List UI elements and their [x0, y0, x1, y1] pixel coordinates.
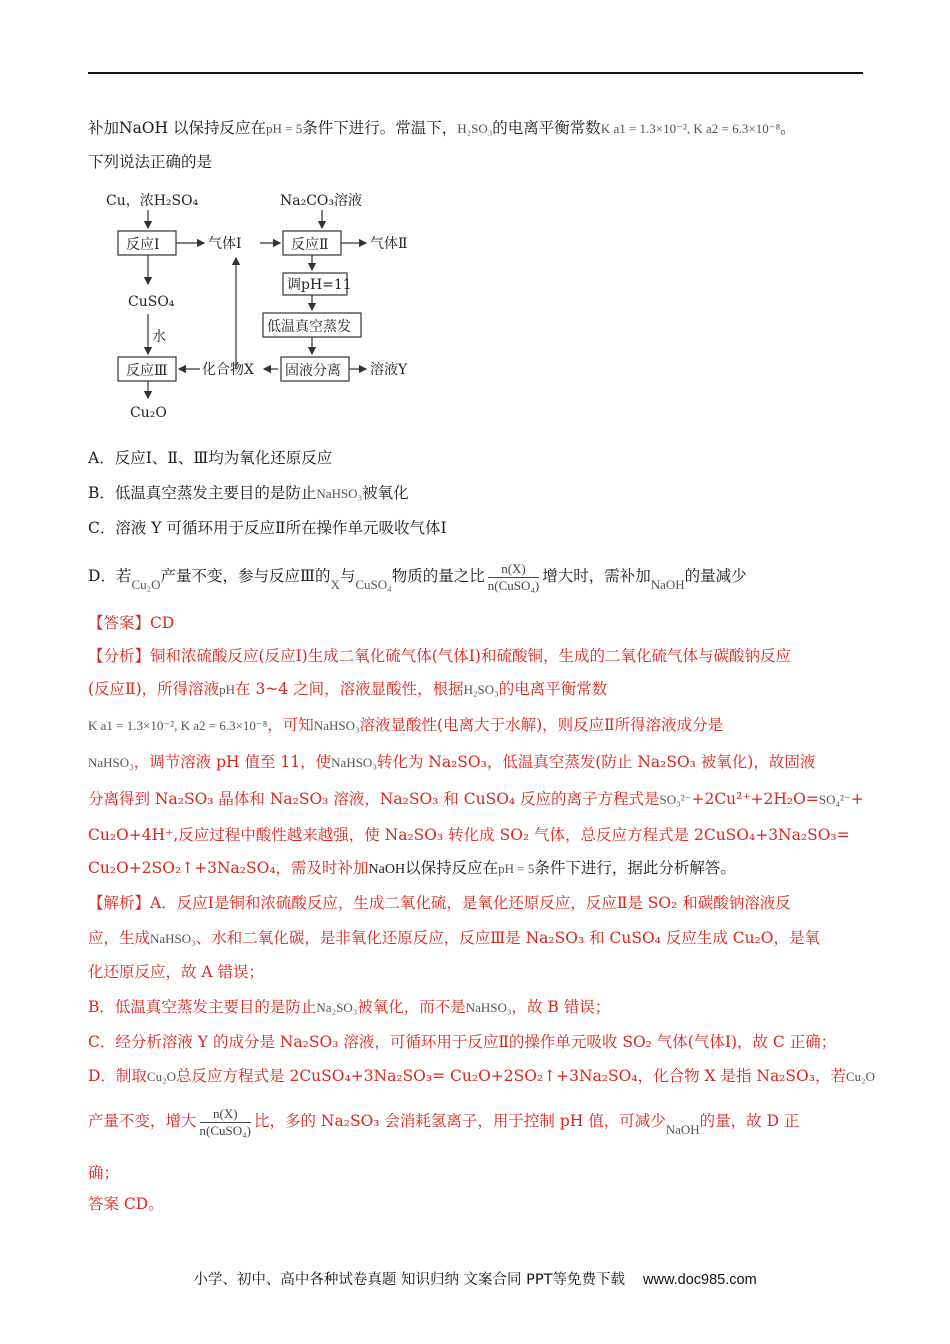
explanation-text: D．制取	[88, 1067, 147, 1085]
option-d-text: 与	[339, 567, 356, 585]
analysis-text: 在 3~4 之间，溶液显酸性，根据	[235, 680, 464, 698]
explanation-text: B．低温真空蒸发主要目的是防止	[88, 998, 317, 1016]
page-footer	[0, 1268, 950, 1289]
option-a: A．反应Ⅰ、Ⅱ、Ⅲ均为氧化还原反应	[88, 449, 333, 467]
option-b-text: 被氧化	[362, 484, 409, 502]
na2so3-formula: Na₂SO₃	[316, 1000, 358, 1015]
nahso3-formula: NaHSO₃	[465, 1000, 512, 1015]
intro-text: 的电离平衡常数	[492, 119, 601, 137]
option-d-ratio	[488, 561, 539, 594]
option-d-naoh: NaOH	[650, 577, 685, 592]
option-d-x: X	[330, 577, 340, 592]
explanation-label: 【解析】	[88, 894, 151, 912]
footer-text: 小学、初中、高中各种试卷真题 知识归纳 文案合同 PPT等免费下载	[193, 1272, 626, 1288]
acid-formula: H₂SO₃	[463, 682, 499, 697]
explanation-text: ，故 B 错误；	[511, 998, 611, 1016]
nahso3-formula: NaHSO₃	[150, 931, 196, 946]
explanation-text: 总反应方程式是 2CuSO₄+3Na₂SO₃= Cu₂O+2SO₂↑+3Na₂SO₄，化合物 X 是指 Na₂SO₃，若	[176, 1067, 846, 1085]
explanation-text: 产量不变，增大	[88, 1112, 197, 1130]
analysis-line-3	[88, 715, 863, 736]
process-flow-diagram	[100, 188, 430, 428]
analysis-text: +	[850, 790, 864, 808]
ratio-denominator: n(CuSO₄)	[199, 1122, 251, 1138]
naoh-formula: NaOH	[665, 1122, 700, 1137]
analysis-text: 的电离平衡常数	[498, 680, 608, 698]
start-right-label: Na₂CO₃溶液	[280, 193, 363, 209]
explanation-ratio	[200, 1106, 251, 1139]
analysis-text: ，调节溶液 pH 值至 11，使	[133, 753, 332, 771]
header-rule	[88, 72, 863, 74]
explanation-line-3: 化还原反应，故 A 错误；	[88, 963, 265, 981]
ionization-constants: K a1 = 1.3×10⁻², K a2 = 6.3×10⁻⁸	[88, 718, 268, 733]
analysis-line-5	[88, 789, 863, 810]
analysis-line-6: Cu₂O+4H⁺,反应过程中酸性越来越强，使 Na₂SO₃ 转化成 SO₂ 气体，总反应方程式是 2CuSO₄+3Na₂SO₃=	[88, 826, 850, 844]
adjust-ph-label: 调pH=11	[287, 277, 352, 293]
intro-text: 补加NaOH 以保持反应在	[88, 119, 266, 137]
reaction-1-label: 反应Ⅰ	[126, 237, 160, 253]
analysis-text: 转化为 Na₂SO₃，低温真空蒸发(防止 Na₂SO₃ 被氧化)，故固液	[376, 753, 816, 771]
evaporation-label: 低温真空蒸发	[267, 319, 351, 335]
explanation-line-5: C．经分析溶液 Y 的成分是 Na₂SO₃ 溶液，可循环用于反应Ⅱ的操作单元吸收 SO₂ 气体(气体Ⅰ)，故 C 正确；	[88, 1033, 837, 1051]
intro-text: 。	[780, 119, 796, 137]
intro-line-1	[88, 118, 863, 139]
cu2o-formula: Cu₂O	[146, 1069, 177, 1084]
analysis-text: ，可知	[267, 716, 314, 734]
explanation-line-4	[88, 997, 863, 1018]
analysis-text: (反应Ⅱ)，所得溶液	[88, 680, 220, 698]
option-b-formula: NaHSO₃	[316, 486, 363, 501]
cuso4-label: CuSO₄	[128, 294, 175, 310]
analysis-line-7	[88, 858, 863, 880]
explanation-text: 被氧化，而不是	[357, 998, 466, 1016]
ionization-constants: K a1 = 1.3×10⁻², K a2 = 6.3×10⁻⁸	[600, 121, 781, 136]
analysis-text: +2Cu²⁺+2H₂O=	[691, 790, 819, 808]
ph-symbol: pH	[219, 682, 236, 697]
analysis-text: 铜和浓硫酸反应(反应Ⅰ)生成二氧化硫气体(气体Ⅰ)和硫酸铜，生成的二氧化硫气体与碳酸钠反应	[150, 647, 791, 665]
reaction-3-label: 反应Ⅲ	[126, 363, 168, 379]
nahso3-formula: NaHSO₃	[313, 718, 360, 733]
reaction-2-label: 反应Ⅱ	[291, 237, 329, 253]
analysis-text: 条件下进行，据此分析解答。	[534, 859, 736, 877]
explanation-text: 比，多的 Na₂SO₃ 会消耗氢离子，用于控制 pH 值，可减少	[254, 1112, 666, 1130]
cu2o-formula: Cu₂O	[845, 1069, 876, 1084]
explanation-line-8: 确；	[88, 1164, 120, 1182]
nahso3-formula: NaHSO₃	[331, 755, 377, 770]
ratio-numerator: n(X)	[200, 1106, 251, 1123]
ratio-denominator: n(CuSO₄)	[487, 577, 540, 593]
sulfite-ion: SO₃²⁻	[659, 792, 692, 807]
sulfate-ion: SO₄²⁻	[818, 792, 851, 807]
compound-x-label: 化合物X	[202, 362, 254, 378]
nahso3-formula: NaHSO₃	[88, 755, 134, 770]
solution-y-label: 溶液Y	[370, 362, 408, 378]
analysis-text: 溶液显酸性(电离大于水解)，则反应Ⅱ所得溶液成分是	[359, 716, 724, 734]
explanation-line-6	[88, 1066, 876, 1087]
ph-condition: pH = 5	[498, 861, 535, 876]
analysis-text: 以保持反应在	[405, 859, 499, 877]
gas-1-label: 气体Ⅰ	[208, 236, 242, 252]
intro-text: 条件下进行。常温下，	[302, 119, 458, 137]
analysis-label: 【分析】	[88, 647, 151, 665]
water-label: 水	[152, 329, 166, 345]
explanation-line-7	[88, 1101, 863, 1141]
explanation-line-1	[88, 893, 863, 913]
analysis-line-4	[88, 752, 863, 773]
acid-formula: H₂SO₃	[457, 121, 493, 136]
gas-2-label: 气体Ⅱ	[370, 236, 408, 252]
intro-line-2: 下列说法正确的是	[88, 153, 213, 171]
cu2o-product-label: Cu₂O	[130, 405, 167, 421]
option-d-text: D．若	[88, 567, 132, 585]
ratio-numerator: n(X)	[488, 561, 539, 578]
option-b-text: B．低温真空蒸发主要目的是防止	[88, 484, 317, 502]
answer-line: 【答案】CD	[88, 614, 175, 632]
ph-condition: pH = 5	[265, 121, 303, 136]
separation-label: 固液分离	[285, 363, 341, 379]
explanation-line-2	[88, 928, 863, 949]
option-d-text: 增大时，需补加	[542, 567, 651, 585]
start-left-label: Cu，浓H₂SO₄	[106, 193, 199, 209]
explanation-text: A．反应Ⅰ是铜和浓硫酸反应，生成二氧化硫，是氧化还原反应，反应Ⅱ是 SO₂ 和碳酸钠溶液反	[150, 894, 791, 912]
option-d-text: 产量不变，参与反应Ⅲ的	[160, 567, 331, 585]
analysis-line-2	[88, 679, 863, 700]
explanation-text: 的量，故 D 正	[699, 1112, 800, 1130]
option-c: C．溶液 Y 可循环用于反应Ⅱ所在操作单元吸收气体Ⅰ	[88, 519, 447, 537]
explanation-text: 、水和二氧化碳，是非氧化还原反应，反应Ⅲ是 Na₂SO₃ 和 CuSO₄ 反应生成 Cu₂O，是氧	[195, 929, 821, 947]
analysis-text: Cu₂O+2SO₂↑+3Na₂SO₄，需及时补加	[88, 859, 369, 877]
option-d-text: 的量减少	[684, 567, 747, 585]
analysis-line-1	[88, 646, 863, 666]
explanation-text: 应，生成	[88, 929, 151, 947]
option-d	[88, 556, 863, 596]
footer-url[interactable]: www.doc985.com	[643, 1272, 757, 1288]
option-d-formula: Cu₂O	[131, 577, 161, 592]
option-b	[88, 483, 863, 504]
analysis-text: 分离得到 Na₂SO₃ 晶体和 Na₂SO₃ 溶液，Na₂SO₃ 和 CuSO₄ 反应的离子方程式是	[88, 790, 660, 808]
naoh-formula: NaOH	[368, 862, 406, 877]
final-answer: 答案 CD。	[88, 1195, 164, 1213]
option-d-text: 物质的量之比	[391, 567, 485, 585]
option-d-formula: CuSO₄	[355, 577, 392, 592]
